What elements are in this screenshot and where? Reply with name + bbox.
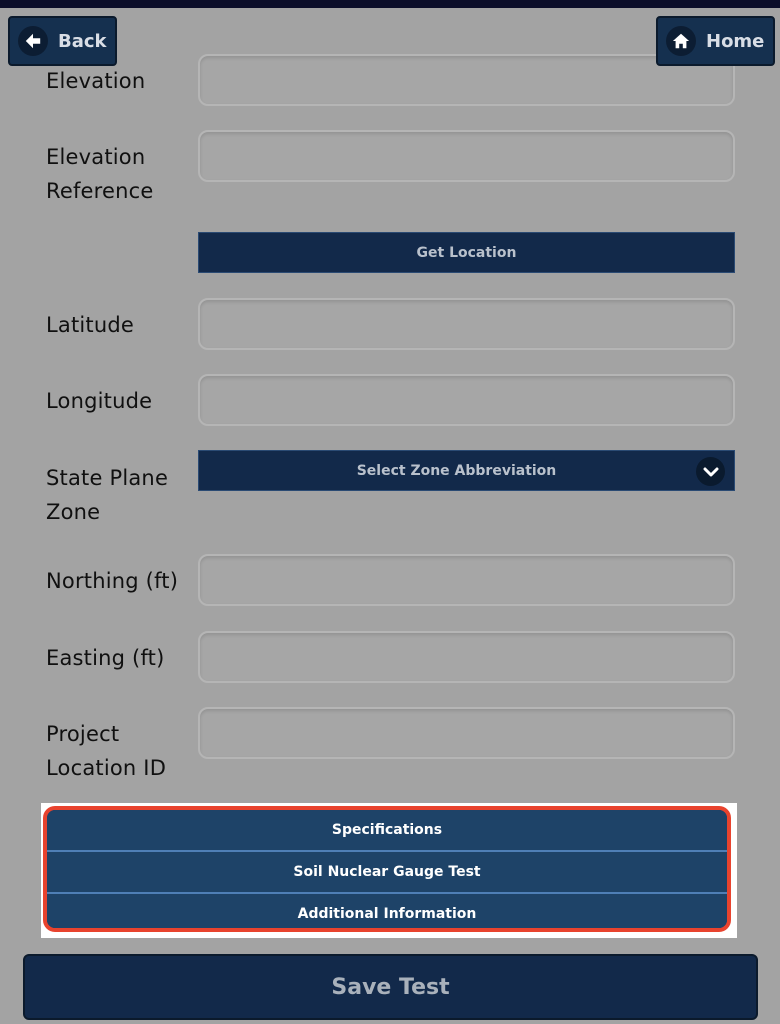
sections-highlight: [43, 806, 731, 932]
back-button[interactable]: [8, 16, 117, 66]
additional-information-button[interactable]: Additional Information: [47, 892, 727, 932]
home-label: Home: [706, 30, 765, 52]
soil-nuclear-gauge-test-button[interactable]: Soil Nuclear Gauge Test: [47, 850, 727, 892]
longitude-input[interactable]: [198, 374, 735, 426]
easting-input[interactable]: [198, 631, 735, 683]
elevation-reference-label: Elevation Reference: [46, 145, 154, 203]
project-location-id-input[interactable]: [198, 707, 735, 759]
arrow-left-icon: [18, 26, 48, 56]
sections-panel: [41, 803, 737, 938]
longitude-label: Longitude: [46, 389, 153, 413]
elevation-input[interactable]: [198, 54, 735, 106]
state-plane-zone-label: State Plane Zone: [46, 466, 169, 524]
easting-label: Easting (ft): [46, 646, 165, 670]
home-button[interactable]: [656, 16, 775, 66]
home-icon: [666, 26, 696, 56]
latitude-label: Latitude: [46, 313, 135, 337]
status-bar: [0, 0, 780, 8]
latitude-input[interactable]: [198, 298, 735, 350]
specifications-button[interactable]: Specifications: [47, 810, 727, 850]
back-label: Back: [58, 30, 107, 52]
northing-label: Northing (ft): [46, 569, 179, 593]
elevation-reference-input[interactable]: [198, 130, 735, 182]
state-plane-zone-select[interactable]: [198, 450, 735, 491]
chevron-down-icon: [696, 457, 725, 486]
elevation-label: Elevation: [46, 69, 146, 93]
zone-select-value: Select Zone Abbreviation: [356, 462, 557, 479]
northing-input[interactable]: [198, 554, 735, 606]
get-location-button[interactable]: Get Location: [198, 232, 735, 273]
save-test-button[interactable]: Save Test: [23, 954, 758, 1020]
project-location-id-label: Project Location ID: [46, 722, 167, 780]
